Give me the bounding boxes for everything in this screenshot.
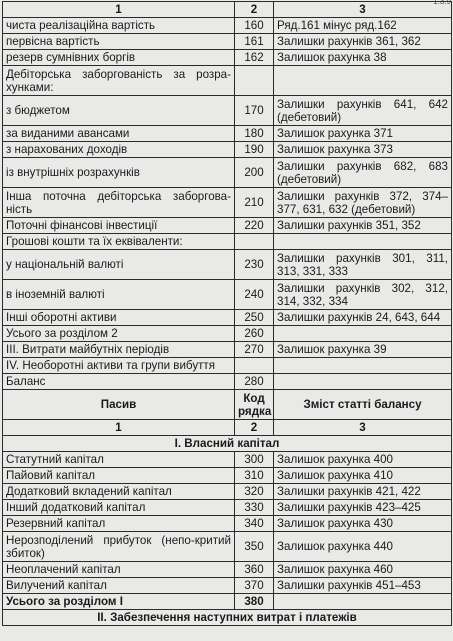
row-name: резерв сумнівних боргів bbox=[3, 50, 235, 66]
row-content: Залишки рахунків 24, 643, 644 bbox=[274, 310, 452, 326]
row-content bbox=[274, 358, 452, 374]
row-code: 210 bbox=[235, 188, 274, 218]
row-name: первісна вартість bbox=[3, 34, 235, 50]
row-code: 350 bbox=[235, 532, 274, 562]
column-number-row bbox=[3, 2, 452, 18]
row-name: Резервний капітал bbox=[3, 516, 235, 532]
table-row bbox=[3, 500, 452, 516]
row-code: 162 bbox=[235, 50, 274, 66]
row-name: Нерозподілений прибуток (непо-критий збиток) bbox=[3, 532, 235, 562]
table-row bbox=[3, 516, 452, 532]
table-row bbox=[3, 66, 452, 96]
row-code: 190 bbox=[235, 142, 274, 158]
row-name: ІІІ. Витрати майбутніх періодів bbox=[3, 342, 235, 358]
col-number-1: 1 bbox=[3, 2, 235, 18]
section-row bbox=[3, 610, 452, 626]
row-content bbox=[274, 326, 452, 342]
row-content: Залишок рахунка 39 bbox=[274, 342, 452, 358]
row-code: 310 bbox=[235, 468, 274, 484]
row-name: з бюджетом bbox=[3, 96, 235, 126]
table-row bbox=[3, 142, 452, 158]
row-content: Залишок рахунка 410 bbox=[274, 468, 452, 484]
row-name: в іноземній валюті bbox=[3, 280, 235, 310]
row-name: Усього за розділом 2 bbox=[3, 326, 235, 342]
liabilities-header-row bbox=[3, 390, 452, 420]
col-number-1: 1 bbox=[3, 420, 235, 436]
row-code: 230 bbox=[235, 250, 274, 280]
row-code: 360 bbox=[235, 562, 274, 578]
table-row bbox=[3, 594, 452, 610]
row-code: 260 bbox=[235, 326, 274, 342]
table-row bbox=[3, 358, 452, 374]
row-content: Залишок рахунка 460 bbox=[274, 562, 452, 578]
row-content: Залишок рахунка 400 bbox=[274, 452, 452, 468]
corner-text: 1.3.9 bbox=[433, 0, 451, 6]
row-content: Залишки рахунків 372, 374–377, 631, 632 (дебетовий) bbox=[274, 188, 452, 218]
row-name: Неоплачений капітал bbox=[3, 562, 235, 578]
row-code: 160 bbox=[235, 18, 274, 34]
row-name: Грошові кошти та їх еквіваленти: bbox=[3, 234, 235, 250]
row-name: Поточні фінансові інвестиції bbox=[3, 218, 235, 234]
section-row bbox=[3, 436, 452, 452]
row-name: у національній валюті bbox=[3, 250, 235, 280]
row-content: Залишки рахунків 423–425 bbox=[274, 500, 452, 516]
table-row bbox=[3, 188, 452, 218]
row-code bbox=[235, 234, 274, 250]
row-code: 380 bbox=[235, 594, 274, 610]
balance-table bbox=[2, 1, 452, 626]
row-name: IV. Необоротні активи та групи вибуття bbox=[3, 358, 235, 374]
row-content: Залишок рахунка 38 bbox=[274, 50, 452, 66]
row-name: Вилучений капітал bbox=[3, 578, 235, 594]
row-content: Залишок рахунка 373 bbox=[274, 142, 452, 158]
row-name: Інші оборотні активи bbox=[3, 310, 235, 326]
col-number-3: 3 bbox=[274, 2, 452, 18]
row-content bbox=[274, 66, 452, 96]
row-content: Залишок рахунка 371 bbox=[274, 126, 452, 142]
table-row bbox=[3, 250, 452, 280]
row-code: 220 bbox=[235, 218, 274, 234]
header-liabilities: Пасив bbox=[3, 390, 235, 420]
row-name: Дебіторська заборгованість за розра-хунками: bbox=[3, 66, 235, 96]
row-content: Залишки рахунків 301, 311, 313, 331, 333 bbox=[274, 250, 452, 280]
table-row bbox=[3, 374, 452, 390]
header-content: Зміст статті балансу bbox=[274, 390, 452, 420]
table-row bbox=[3, 342, 452, 358]
table-row bbox=[3, 468, 452, 484]
row-content: Залишки рахунків 302, 312, 314, 332, 334 bbox=[274, 280, 452, 310]
row-content: Залишки рахунків 351, 352 bbox=[274, 218, 452, 234]
table-row bbox=[3, 532, 452, 562]
row-content: Ряд.161 мінус ряд.162 bbox=[274, 18, 452, 34]
section-1-title: І. Власний капітал bbox=[3, 436, 452, 452]
row-code: 370 bbox=[235, 578, 274, 594]
table-row bbox=[3, 158, 452, 188]
col-number-2: 2 bbox=[235, 2, 274, 18]
table-row bbox=[3, 452, 452, 468]
row-content: Залишки рахунків 361, 362 bbox=[274, 34, 452, 50]
row-code: 320 bbox=[235, 484, 274, 500]
table-row bbox=[3, 484, 452, 500]
table-row bbox=[3, 18, 452, 34]
row-code: 340 bbox=[235, 516, 274, 532]
row-content bbox=[274, 594, 452, 610]
table-row bbox=[3, 34, 452, 50]
table-row bbox=[3, 578, 452, 594]
row-content: Залишки рахунків 682, 683 (дебетовий) bbox=[274, 158, 452, 188]
row-code: 180 bbox=[235, 126, 274, 142]
row-code bbox=[235, 358, 274, 374]
column-number-row bbox=[3, 420, 452, 436]
row-name: з нарахованих доходів bbox=[3, 142, 235, 158]
row-code: 280 bbox=[235, 374, 274, 390]
row-name: Статутний капітал bbox=[3, 452, 235, 468]
row-name: Пайовий капітал bbox=[3, 468, 235, 484]
table-row bbox=[3, 326, 452, 342]
header-row-code: Код рядка bbox=[235, 390, 274, 420]
row-code bbox=[235, 66, 274, 96]
table-row bbox=[3, 310, 452, 326]
col-number-3: 3 bbox=[274, 420, 452, 436]
row-content: Залишки рахунків 451–453 bbox=[274, 578, 452, 594]
col-number-2: 2 bbox=[235, 420, 274, 436]
row-code: 270 bbox=[235, 342, 274, 358]
row-content: Залишок рахунка 430 bbox=[274, 516, 452, 532]
table-row bbox=[3, 280, 452, 310]
row-code: 250 bbox=[235, 310, 274, 326]
table-row bbox=[3, 126, 452, 142]
row-content: Залишки рахунків 421, 422 bbox=[274, 484, 452, 500]
row-code: 200 bbox=[235, 158, 274, 188]
table-row bbox=[3, 50, 452, 66]
row-code: 240 bbox=[235, 280, 274, 310]
row-code: 330 bbox=[235, 500, 274, 516]
table-row bbox=[3, 562, 452, 578]
row-content bbox=[274, 234, 452, 250]
row-name: Усього за розділом І bbox=[3, 594, 235, 610]
row-content: Залишок рахунка 440 bbox=[274, 532, 452, 562]
row-code: 161 bbox=[235, 34, 274, 50]
row-name: за виданими авансами bbox=[3, 126, 235, 142]
row-name: чиста реалізаційна вартість bbox=[3, 18, 235, 34]
row-code: 170 bbox=[235, 96, 274, 126]
row-name: Баланс bbox=[3, 374, 235, 390]
section-2-title: ІІ. Забезпечення наступних витрат і платежів bbox=[3, 610, 452, 626]
row-name: Інший додатковий капітал bbox=[3, 500, 235, 516]
row-content bbox=[274, 374, 452, 390]
table-row bbox=[3, 218, 452, 234]
table-row bbox=[3, 234, 452, 250]
row-name: із внутрішніх розрахунків bbox=[3, 158, 235, 188]
table-row bbox=[3, 96, 452, 126]
row-content: Залишки рахунків 641, 642 (дебетовий) bbox=[274, 96, 452, 126]
row-name: Інша поточна дебіторська заборгова-ність bbox=[3, 188, 235, 218]
row-name: Додатковий вкладений капітал bbox=[3, 484, 235, 500]
row-code: 300 bbox=[235, 452, 274, 468]
